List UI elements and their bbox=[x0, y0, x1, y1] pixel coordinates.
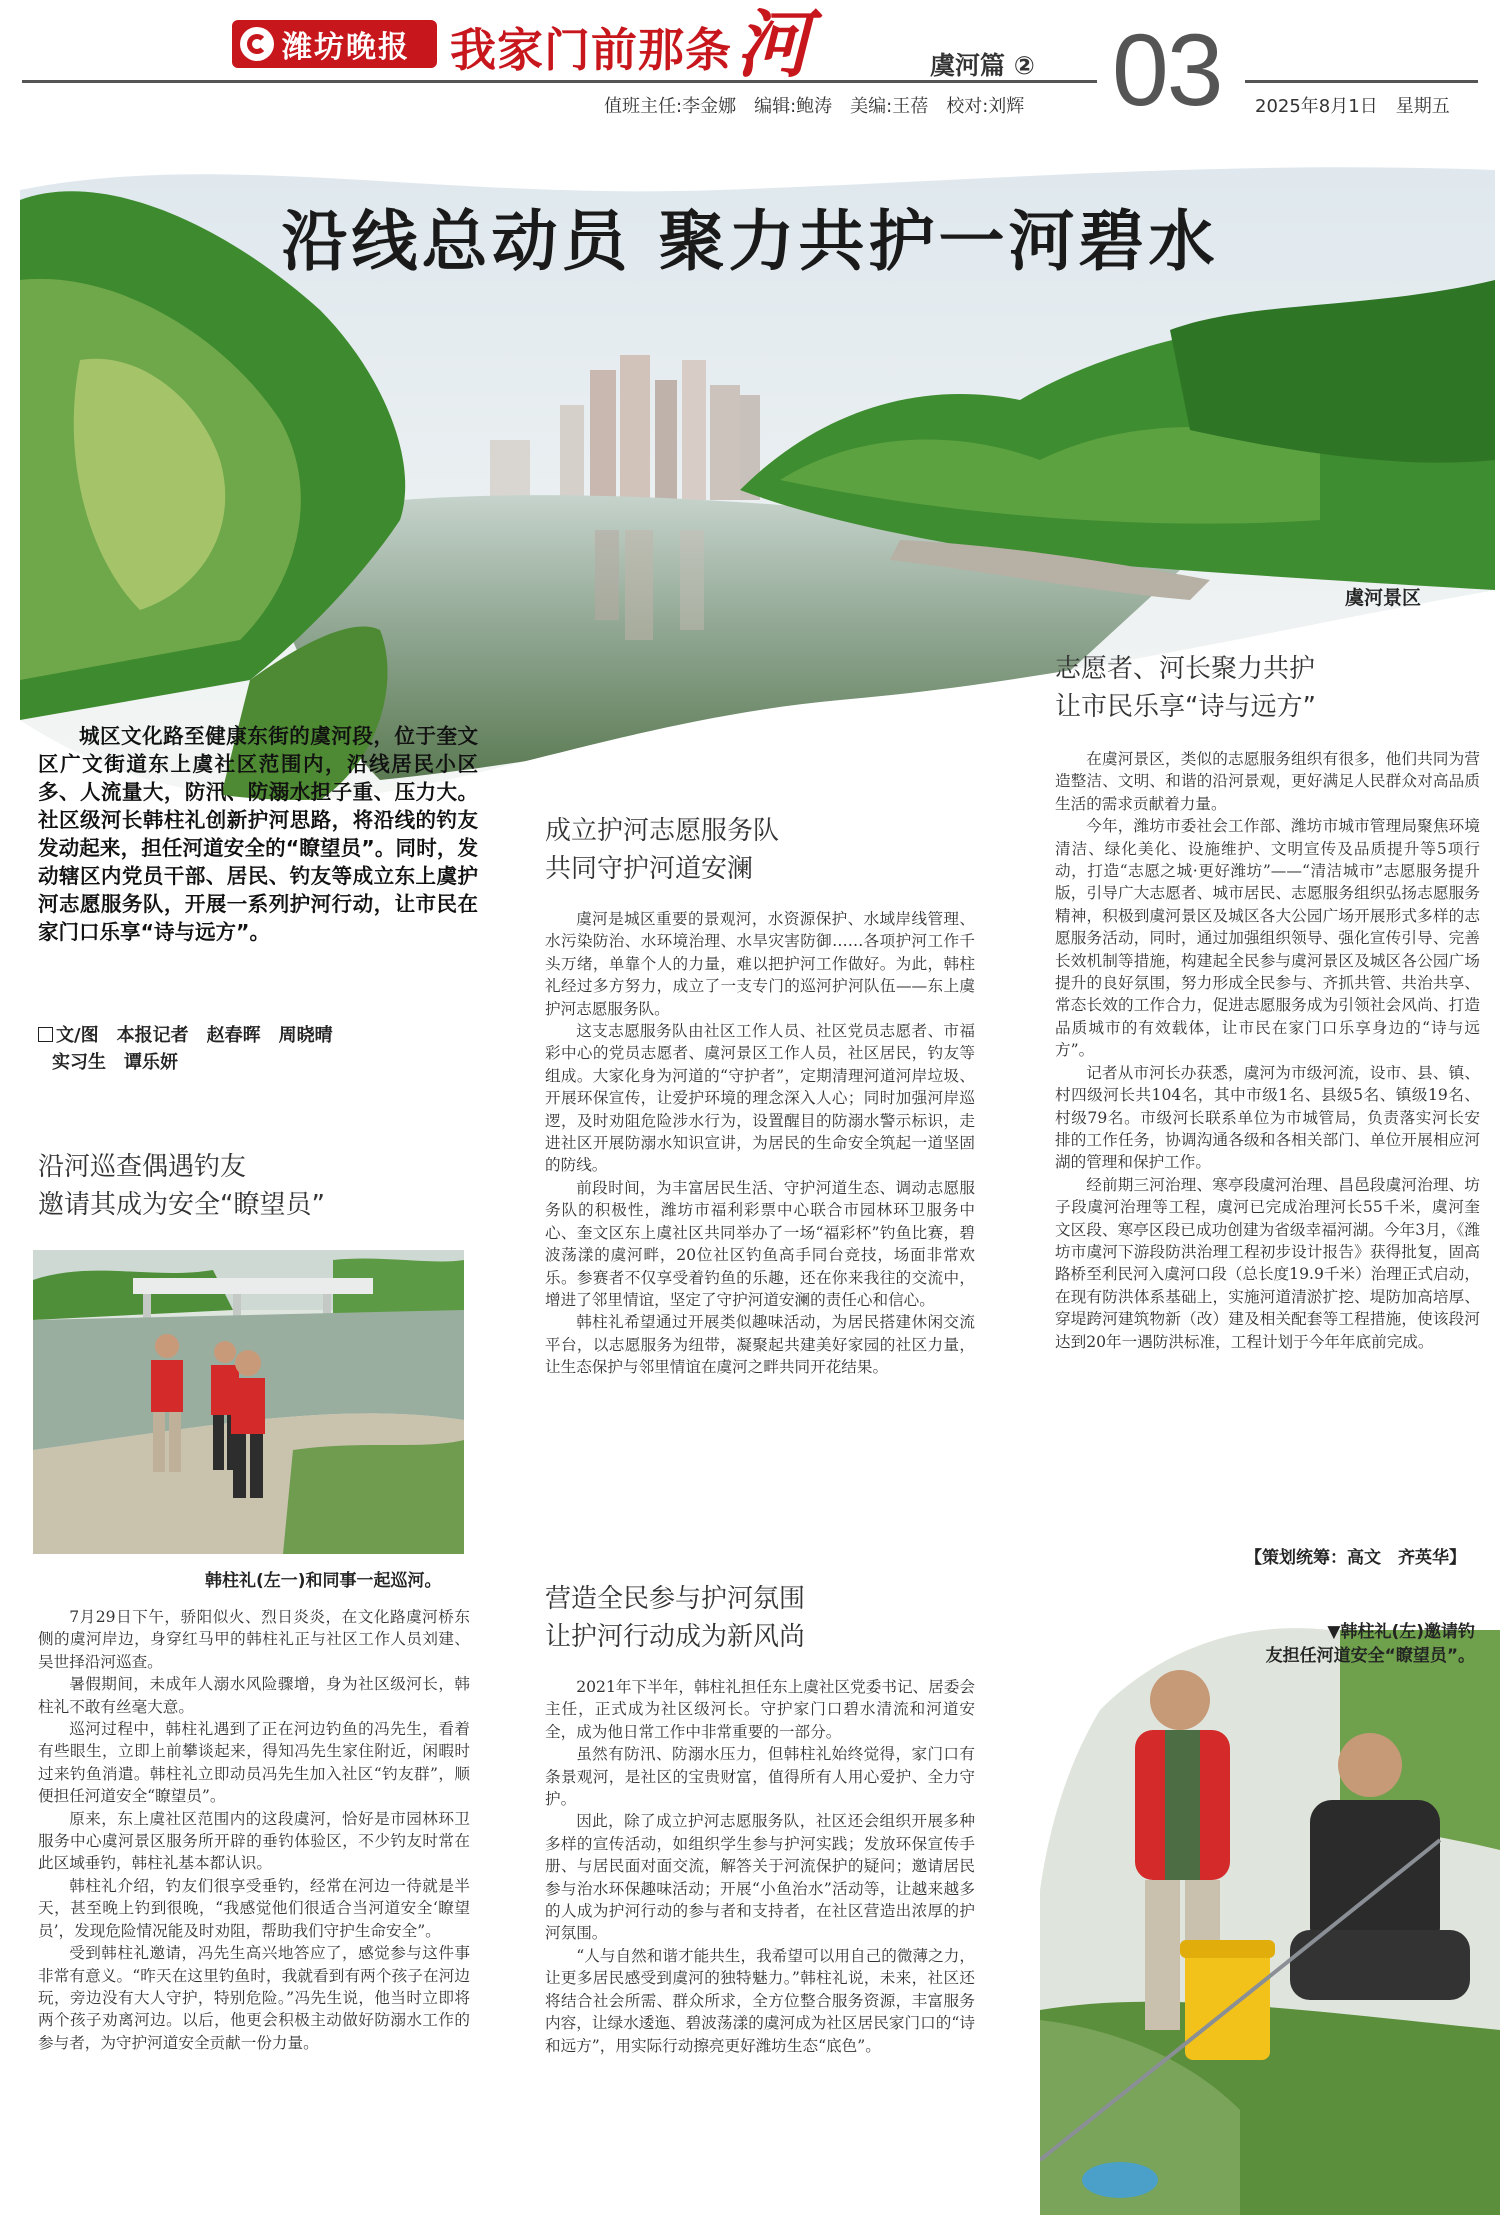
paragraph: 这支志愿服务队由社区工作人员、社区党员志愿者、市福彩中心的党员志愿者、虞河景区工作人员，社区居民，钓友等组成。大家化身为河道的“守护者”，定期清理河道河岸垃圾、开展环保宣传，让爱护环境的理念深入人心；同时加强河岸巡逻，及时劝阻危险涉水行为，设置醒目的防溺水警示标识，走进社区开展防溺水知识宣讲，为居民的生命安全筑起一道坚固的防线。 bbox=[545, 1022, 975, 1175]
section-2-body bbox=[545, 908, 975, 1379]
patrol-photo bbox=[33, 1250, 464, 1554]
main-headline: 沿线总动员 聚力共护一河碧水 bbox=[281, 203, 1219, 280]
section-1-heading bbox=[38, 1148, 478, 1224]
section-4-body bbox=[1055, 748, 1480, 1353]
newspaper-logo bbox=[232, 20, 437, 68]
square-box-icon bbox=[38, 1027, 53, 1042]
publication-date: 2025年8月1日 星期五 bbox=[1255, 96, 1450, 117]
masthead-rule bbox=[22, 80, 1097, 83]
section-4-heading bbox=[1055, 650, 1480, 726]
byline bbox=[38, 1022, 478, 1076]
paragraph: 经前期三河治理、寒亭段虞河治理、昌邑段虞河治理、坊子段虞河治理等工程，虞河已完成治理河长55千米，虞河奎文区段、寒亭区段已成功创建为省级幸福河湖。今年3月，《潍坊市虞河下游段防洪治理工程初步设计报告》获得批复，固高路桥至利民河入虞河口段（总长度19.9千米）治理正式启动，在现有防洪体系基础上，实施河道清淤扩挖、堤防加高培厚、穿堤跨河建筑物新（改）建及相关配套等工程措施，使该段河达到20年一遇防洪标准，工程计划于今年年底前完成。 bbox=[1055, 1175, 1480, 1351]
fishing-photo-caption bbox=[1265, 1620, 1475, 1668]
section-4-heading-line-1: 志愿者、河长聚力共护 bbox=[1055, 654, 1316, 684]
logo-mark-icon bbox=[240, 27, 274, 61]
paragraph: 虞河是城区重要的景观河，水资源保护、水域岸线管理、水污染防治、水环境治理、水旱灾害防御……各项护河工作千头万绪，单靠个人的力量，难以把护河工作做好。为此，韩柱礼经过多方努力，成立了一支专门的巡河护河队伍——东上虞护河志愿服务队。 bbox=[545, 910, 975, 1018]
column-title bbox=[450, 2, 810, 88]
masthead-rule-right bbox=[1245, 80, 1478, 83]
hero-caption: 虞河景区 bbox=[1345, 587, 1422, 609]
page-number: 03 bbox=[1112, 13, 1222, 127]
section-1-body bbox=[38, 1606, 470, 2054]
byline-line-1: 文/图 本报记者 赵春晖 周晓晴 bbox=[38, 1022, 478, 1049]
paragraph: 因此，除了成立护河志愿服务队，社区还会组织开展多种多样的宣传活动，如组织学生参与护河实践；发放环保宣传手册、与居民面对面交流，解答关于河流保护的疑问；邀请居民参与治水环保趣味活动；开展“小鱼治水”活动等，让越来越多的人成为护河行动的参与者和支持者，在社区营造出浓厚的护河氛围。 bbox=[545, 1812, 975, 1943]
paragraph: 原来，东上虞社区范围内的这段虞河，恰好是市园林环卫服务中心虞河景区服务所开辟的垂钓体验区，不少钓友时常在此区域垂钓，韩柱礼基本都认识。 bbox=[38, 1809, 470, 1873]
newspaper-name: 潍坊晚报 bbox=[282, 30, 410, 65]
column-title-char: 河 bbox=[736, 2, 810, 88]
column-title-text: 我家门前那条 bbox=[450, 23, 732, 77]
fishing-photo bbox=[1040, 1590, 1500, 2215]
section-3-heading-line-1: 营造全民参与护河氛围 bbox=[545, 1584, 806, 1614]
paragraph: 2021年下半年，韩柱礼担任东上虞社区党委书记、居委会主任，正式成为社区级河长。守护家门口碧水清流和河道安全，成为他日常工作中非常重要的一部分。 bbox=[545, 1678, 975, 1741]
fishing-photo-caption-line-1: ▼韩柱礼(左)邀请钓 bbox=[1327, 1622, 1475, 1642]
paragraph: 巡河过程中，韩柱礼遇到了正在河边钓鱼的冯先生，看着有些眼生，立即上前攀谈起来，得知冯先生家住附近，闲暇时过来钓鱼消遣。韩柱礼立即动员冯先生加入社区“钓友群”，顺便担任河道安全“瞭望员”。 bbox=[38, 1720, 470, 1806]
patrol-photo-caption: 韩柱礼(左一)和同事一起巡河。 bbox=[205, 1571, 442, 1591]
section-1-heading-line-2: 邀请其成为安全“瞭望员” bbox=[38, 1190, 325, 1220]
paragraph: 韩柱礼希望通过开展类似趣味活动，为居民搭建休闲交流平台，以志愿服务为纽带，凝聚起共建美好家园的社区力量，让生态保护与邻里情谊在虞河之畔共同开花结果。 bbox=[545, 1313, 975, 1377]
paragraph: 今年，潍坊市委社会工作部、潍坊市城市管理局聚焦环境清洁、绿化美化、设施维护、文明宣传及品质提升等5项行动，打造“志愿之城·更好潍坊”——“清洁城市”志愿服务提升版，引导广大志愿者、城市居民、志愿服务组织弘扬志愿服务精神，积极到虞河景区及城区各大公园广场开展形式多样的志愿服务活动，同时，通过加强组织领导、强化宣传引导、完善长效机制等措施，构建起全民参与虞河景区及城区各公园广场提升的良好氛围，努力形成全民参与、齐抓共管、共治共享、常态长效的工作合力，促进志愿服务成为引领社会风尚、打造品质城市的有效载体，让市民在家门口乐享身边的“诗与远方”。 bbox=[1055, 817, 1480, 1060]
paragraph: 7月29日下午，骄阳似火、烈日炎炎，在文化路虞河桥东侧的虞河岸边，身穿红马甲的韩柱礼正与社区工作人员刘建、吴世择沿河巡查。 bbox=[38, 1608, 470, 1671]
lead-paragraph: 城区文化路至健康东街的虞河段，位于奎文区广文街道东上虞社区范围内，沿线居民小区多、人流量大，防汛、防溺水担子重、压力大。社区级河长韩柱礼创新护河思路，将沿线的钓友发动起来，担任河道安全的“瞭望员”。同时，发动辖区内党员干部、居民、钓友等成立东上虞护河志愿服务队，开展一系列护河行动，让市民在家门口乐享“诗与远方”。 bbox=[38, 724, 478, 944]
section-label: 虞河篇 ② bbox=[930, 51, 1035, 80]
fishing-photo-caption-line-2: 友担任河道安全“瞭望员”。 bbox=[1265, 1646, 1475, 1666]
section-3-heading-line-2: 让护河行动成为新风尚 bbox=[545, 1622, 806, 1652]
paragraph: 虽然有防汛、防溺水压力，但韩柱礼始终觉得，家门口有条景观河，是社区的宝贵财富，值得所有人用心爱护、全力守护。 bbox=[545, 1745, 975, 1809]
section-1-heading-line-1: 沿河巡查偶遇钓友 bbox=[38, 1152, 247, 1182]
paragraph: 受到韩柱礼邀请，冯先生高兴地答应了，感觉参与这件事非常有意义。“昨天在这里钓鱼时，我就看到有两个孩子在河边玩，旁边没有大人守护，特别危险。”冯先生说，他当时立即将两个孩子劝离河边。以后，他更会积极主动做好防溺水工作的参与者，为守护河道安全贡献一份力量。 bbox=[38, 1944, 470, 2052]
paragraph: 前段时间，为丰富居民生活、守护河道生态、调动志愿服务队的积极性，潍坊市福利彩票中心联合市园林环卫服务中心、奎文区东上虞社区共同举办了一场“福彩杯”钓鱼比赛，碧波荡漾的虞河畔，20位社区钓鱼高手同台竞技，场面非常欢乐。参赛者不仅享受着钓鱼的乐趣，还在你来我往的交流中，增进了邻里情谊，坚定了守护河道安澜的责任心和信心。 bbox=[545, 1178, 975, 1309]
section-3-body bbox=[545, 1676, 975, 2057]
byline-line-2: 实习生 谭乐妍 bbox=[52, 1052, 178, 1073]
section-3-heading bbox=[545, 1580, 975, 1656]
editor-credits: 值班主任:李金娜 编辑:鲍涛 美编:王蓓 校对:刘辉 bbox=[604, 96, 1025, 117]
bucket-illustration bbox=[1180, 1940, 1275, 2060]
paragraph: 韩柱礼介绍，钓友们很享受垂钓，经常在河边一待就是半天，甚至晚上钓到很晚，“我感觉他们很适合当河道安全‘瞭望员’，发现危险情况能及时劝阻，帮助我们守护生命安全”。 bbox=[38, 1876, 470, 1940]
planner-credit: 【策划统筹：高文 齐英华】 bbox=[1245, 1548, 1466, 1568]
section-2-heading bbox=[545, 812, 975, 888]
paragraph: 记者从市河长办获悉，虞河为市级河流，设市、县、镇、村四级河长共104名，其中市级1名、县级5名、镇级19名、村级79名。市级河长联系单位为市城管局，负责落实河长安排的工作任务，协调沟通各级和各相关部门、单位开展相应河湖的管理和保护工作。 bbox=[1055, 1063, 1480, 1172]
section-4-heading-line-2: 让市民乐享“诗与远方” bbox=[1055, 692, 1316, 722]
paragraph: “人与自然和谐才能共生，我希望可以用自己的微薄之力，让更多居民感受到虞河的独特魅力。”韩柱礼说，未来，社区还将结合社会所需、群众所求，全方位整合服务资源，丰富服务内容，让绿水逶迤、碧波荡漾的虞河成为社区居民家门口的“诗和远方”，用实际行动擦亮更好潍坊生态“底色”。 bbox=[545, 1946, 975, 2055]
paragraph: 暑假期间，未成年人溺水风险骤增，身为社区级河长，韩柱礼不敢有丝毫大意。 bbox=[38, 1675, 470, 1716]
section-2-heading-line-1: 成立护河志愿服务队 bbox=[545, 816, 780, 846]
paragraph: 在虞河景区，类似的志愿服务组织有很多，他们共同为营造整洁、文明、和谐的沿河景观，更好满足人民群众对高品质生活的需求贡献着力量。 bbox=[1055, 750, 1480, 813]
section-2-heading-line-2: 共同守护河道安澜 bbox=[545, 854, 754, 884]
